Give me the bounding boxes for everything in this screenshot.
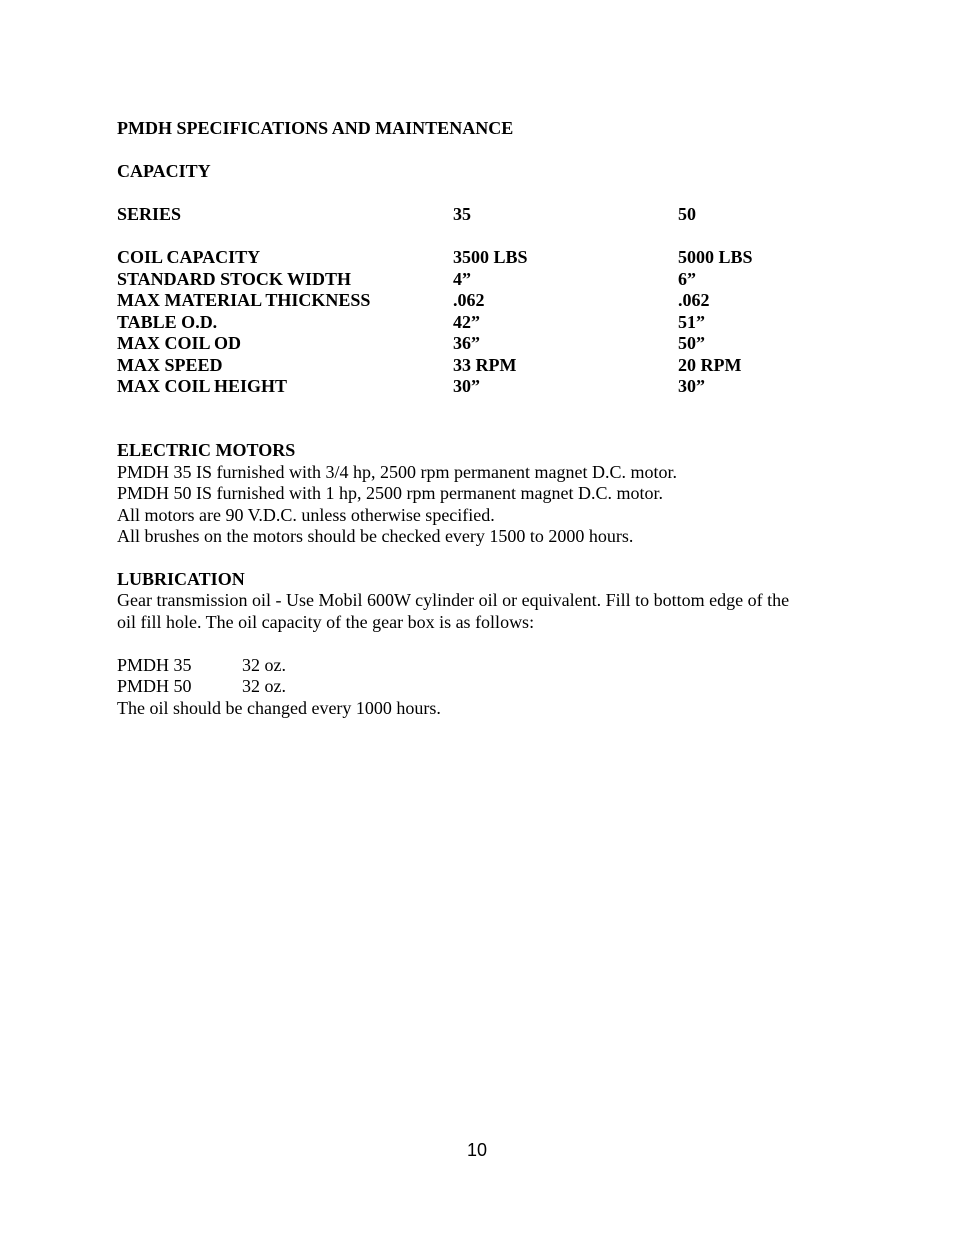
oil-model: PMDH 50	[117, 676, 192, 696]
electric-motors-heading: ELECTRIC MOTORS	[117, 440, 296, 460]
spec-label: MAX COIL HEIGHT	[117, 376, 288, 396]
spec-value-50: 20 RPM	[678, 355, 742, 375]
spec-value-35: 4”	[453, 269, 471, 289]
spec-label: COIL CAPACITY	[117, 247, 261, 267]
oil-change-note: The oil should be changed every 1000 hours.	[117, 698, 441, 718]
spec-label: MAX MATERIAL THICKNESS	[117, 290, 371, 310]
spec-value-35: 3500 LBS	[453, 247, 528, 267]
oil-amount: 32 oz.	[242, 655, 286, 675]
capacity-heading: CAPACITY	[117, 161, 211, 181]
series-35: 35	[453, 204, 471, 224]
paragraph-line: oil fill hole. The oil capacity of the gear box is as follows:	[117, 612, 535, 632]
paragraph-line: PMDH 50 IS furnished with 1 hp, 2500 rpm permanent magnet D.C. motor.	[117, 483, 663, 503]
spec-value-50: 30”	[678, 376, 705, 396]
paragraph-line: All motors are 90 V.D.C. unless otherwise specified.	[117, 505, 495, 525]
page-title: PMDH SPECIFICATIONS AND MAINTENANCE	[117, 118, 514, 138]
oil-amount: 32 oz.	[242, 676, 286, 696]
spec-value-35: 42”	[453, 312, 480, 332]
series-50: 50	[678, 204, 696, 224]
spec-value-50: 50”	[678, 333, 705, 353]
spec-value-35: 36”	[453, 333, 480, 353]
spec-value-50: 6”	[678, 269, 696, 289]
spec-value-35: 30”	[453, 376, 480, 396]
page-number: 10	[466, 1140, 488, 1160]
spec-value-35: 33 RPM	[453, 355, 517, 375]
paragraph-line: All brushes on the motors should be checked every 1500 to 2000 hours.	[117, 526, 634, 546]
lubrication-heading: LUBRICATION	[117, 569, 245, 589]
series-label: SERIES	[117, 204, 182, 224]
spec-label: MAX COIL OD	[117, 333, 242, 353]
spec-label: TABLE O.D.	[117, 312, 218, 332]
spec-value-35: .062	[453, 290, 485, 310]
spec-value-50: .062	[678, 290, 710, 310]
oil-model: PMDH 35	[117, 655, 192, 675]
spec-label: MAX SPEED	[117, 355, 223, 375]
paragraph-line: PMDH 35 IS furnished with 3/4 hp, 2500 rpm permanent magnet D.C. motor.	[117, 462, 677, 482]
spec-value-50: 5000 LBS	[678, 247, 753, 267]
paragraph-line: Gear transmission oil - Use Mobil 600W cylinder oil or equivalent. Fill to bottom edge of the	[117, 590, 790, 610]
spec-value-50: 51”	[678, 312, 705, 332]
spec-label: STANDARD STOCK WIDTH	[117, 269, 352, 289]
